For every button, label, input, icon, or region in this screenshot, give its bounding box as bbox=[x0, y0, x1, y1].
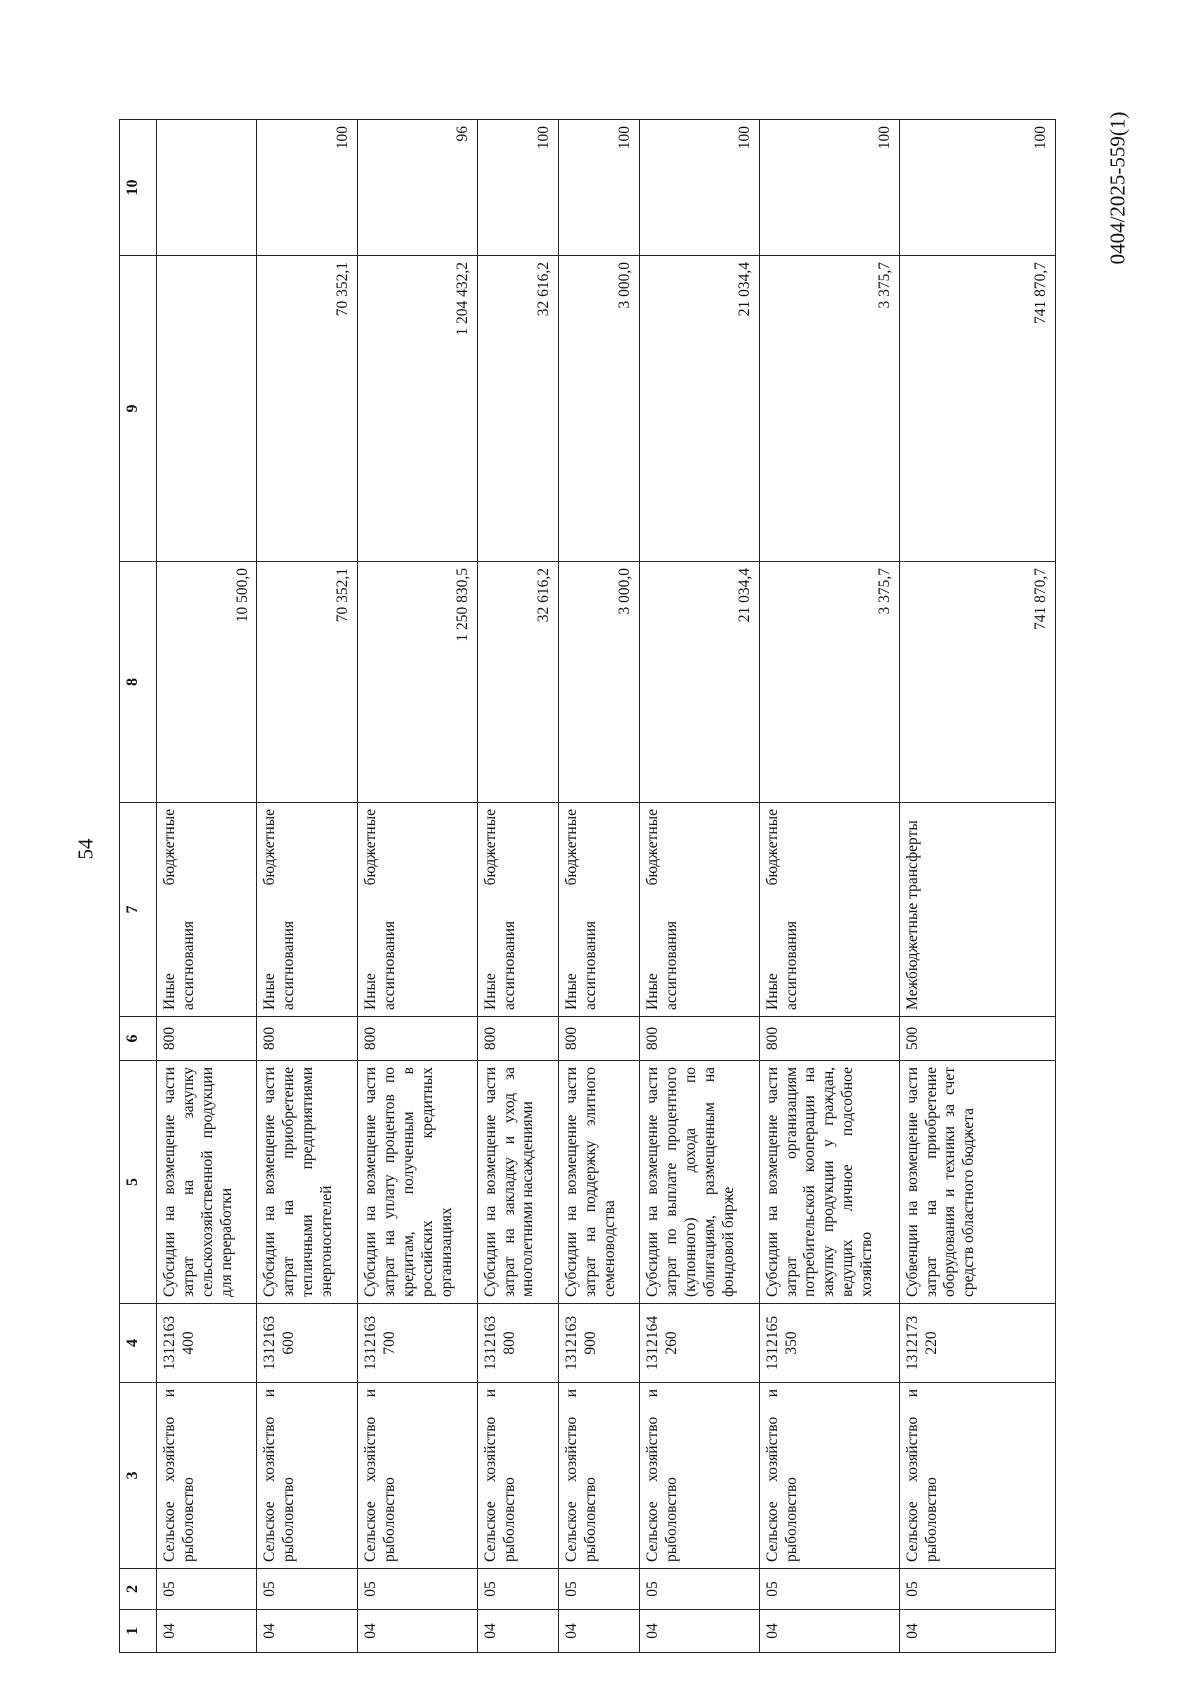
cell-section-name: Сельское хозяйство и рыболовство bbox=[257, 1383, 357, 1569]
col-header-3: 3 bbox=[120, 1383, 157, 1569]
table-row bbox=[477, 120, 558, 1653]
cell-execution-percent: 100 bbox=[759, 120, 899, 256]
cell-execution-percent: 100 bbox=[477, 120, 558, 256]
col-header-1: 1 bbox=[120, 1610, 157, 1653]
cell-executed-amount: 3 375,7 bbox=[759, 256, 899, 562]
col-header-7: 7 bbox=[120, 803, 157, 1017]
cell-expense-type-code: 500 bbox=[899, 1017, 1055, 1061]
cell-section-code: 04 bbox=[759, 1610, 899, 1653]
cell-section-code: 04 bbox=[639, 1610, 759, 1653]
cell-expense-type-name: Межбюджетные трансферты bbox=[899, 803, 1055, 1017]
col-header-9: 9 bbox=[120, 256, 157, 562]
cell-expense-type-code: 800 bbox=[157, 1017, 257, 1061]
cell-expense-type-code: 800 bbox=[357, 1017, 477, 1061]
cell-section-name: Сельское хозяйство и рыболовство bbox=[558, 1383, 639, 1569]
cell-planned-amount: 32 616,2 bbox=[477, 562, 558, 803]
header-row bbox=[120, 120, 157, 1653]
cell-expense-type-code: 800 bbox=[639, 1017, 759, 1061]
cell-expense-type-code: 800 bbox=[558, 1017, 639, 1061]
cell-execution-percent: 96 bbox=[357, 120, 477, 256]
table-row bbox=[899, 120, 1055, 1653]
cell-target-article: 1312163 700 bbox=[357, 1304, 477, 1383]
cell-section-code: 04 bbox=[558, 1610, 639, 1653]
cell-section-name: Сельское хозяйство и рыболовство bbox=[477, 1383, 558, 1569]
cell-expense-type-name: Иные бюджетные ассигнования bbox=[157, 803, 257, 1017]
cell-expense-description: Субсидии на возмещение части затрат по выплате процентного (купонного) дохода по облигациям, размещенным на фондовой бирже bbox=[639, 1061, 759, 1304]
table-row bbox=[639, 120, 759, 1653]
cell-execution-percent: 100 bbox=[899, 120, 1055, 256]
cell-subsection-code: 05 bbox=[257, 1569, 357, 1610]
cell-executed-amount: 3 000,0 bbox=[558, 256, 639, 562]
cell-subsection-code: 05 bbox=[357, 1569, 477, 1610]
cell-expense-type-name: Иные бюджетные ассигнования bbox=[759, 803, 899, 1017]
cell-execution-percent: 100 bbox=[257, 120, 357, 256]
cell-planned-amount: 21 034,4 bbox=[639, 562, 759, 803]
col-header-6: 6 bbox=[120, 1017, 157, 1061]
cell-execution-percent: 100 bbox=[558, 120, 639, 256]
cell-section-code: 04 bbox=[357, 1610, 477, 1653]
cell-executed-amount: 1 204 432,2 bbox=[357, 256, 477, 562]
cell-section-name: Сельское хозяйство и рыболовство bbox=[899, 1383, 1055, 1569]
cell-target-article: 1312165 350 bbox=[759, 1304, 899, 1383]
cell-subsection-code: 05 bbox=[899, 1569, 1055, 1610]
cell-executed-amount: 741 870,7 bbox=[899, 256, 1055, 562]
cell-target-article: 1312163 800 bbox=[477, 1304, 558, 1383]
cell-planned-amount: 70 352,1 bbox=[257, 562, 357, 803]
cell-section-name: Сельское хозяйство и рыболовство bbox=[759, 1383, 899, 1569]
table-row bbox=[558, 120, 639, 1653]
cell-planned-amount: 3 375,7 bbox=[759, 562, 899, 803]
cell-expense-type-code: 800 bbox=[477, 1017, 558, 1061]
document-code: 0404/2025-559(1) bbox=[1105, 111, 1130, 265]
cell-section-name: Сельское хозяйство и рыболовство bbox=[357, 1383, 477, 1569]
budget-table bbox=[119, 119, 1056, 1653]
cell-expense-type-code: 800 bbox=[759, 1017, 899, 1061]
cell-expense-type-name: Иные бюджетные ассигнования bbox=[477, 803, 558, 1017]
cell-execution-percent: 100 bbox=[639, 120, 759, 256]
cell-subsection-code: 05 bbox=[759, 1569, 899, 1610]
cell-section-name: Сельское хозяйство и рыболовство bbox=[639, 1383, 759, 1569]
cell-subsection-code: 05 bbox=[558, 1569, 639, 1610]
cell-subsection-code: 05 bbox=[477, 1569, 558, 1610]
cell-expense-type-code: 800 bbox=[257, 1017, 357, 1061]
col-header-10: 10 bbox=[120, 120, 157, 256]
cell-subsection-code: 05 bbox=[157, 1569, 257, 1610]
cell-target-article: 1312164 260 bbox=[639, 1304, 759, 1383]
cell-executed-amount: 32 616,2 bbox=[477, 256, 558, 562]
cell-expense-description: Субсидии на возмещение части затрат на поддержку элитного семеноводства bbox=[558, 1061, 639, 1304]
table-row bbox=[759, 120, 899, 1653]
cell-expense-description: Субсидии на возмещение части затрат на уплату процентов по кредитам, полученным в российских кредитных организациях bbox=[357, 1061, 477, 1304]
cell-planned-amount: 1 250 830,5 bbox=[357, 562, 477, 803]
cell-section-code: 04 bbox=[157, 1610, 257, 1653]
cell-planned-amount: 741 870,7 bbox=[899, 562, 1055, 803]
cell-subsection-code: 05 bbox=[639, 1569, 759, 1610]
cell-section-code: 04 bbox=[899, 1610, 1055, 1653]
cell-expense-type-name: Иные бюджетные ассигнования bbox=[639, 803, 759, 1017]
cell-expense-description: Субсидии на возмещение части затрат на закупку сельскохозяйственной продукции для переработки bbox=[157, 1061, 257, 1304]
cell-target-article: 1312163 400 bbox=[157, 1304, 257, 1383]
col-header-5: 5 bbox=[120, 1061, 157, 1304]
cell-executed-amount: 21 034,4 bbox=[639, 256, 759, 562]
cell-section-code: 04 bbox=[477, 1610, 558, 1653]
cell-expense-description: Субвенции на возмещение части затрат на приобретение оборудования и техники за счет средств областного бюджета bbox=[899, 1061, 1055, 1304]
budget-table-rotated bbox=[119, 120, 1056, 1653]
cell-expense-description: Субсидии на возмещение части затрат на приобретение тепличными предприятиями энергоносителей bbox=[257, 1061, 357, 1304]
col-header-8: 8 bbox=[120, 562, 157, 803]
cell-expense-type-name: Иные бюджетные ассигнования bbox=[558, 803, 639, 1017]
cell-expense-type-name: Иные бюджетные ассигнования bbox=[357, 803, 477, 1017]
cell-expense-type-name: Иные бюджетные ассигнования bbox=[257, 803, 357, 1017]
cell-target-article: 1312163 900 bbox=[558, 1304, 639, 1383]
cell-expense-description: Субсидии на возмещение части затрат на закладку и уход за многолетними насаждениями bbox=[477, 1061, 558, 1304]
table-row bbox=[357, 120, 477, 1653]
cell-expense-description: Субсидии на возмещение части затрат организациям потребительской кооперации на закупку продукции у граждан, ведущих личное подсобное хозяйство bbox=[759, 1061, 899, 1304]
col-header-4: 4 bbox=[120, 1304, 157, 1383]
cell-target-article: 1312163 600 bbox=[257, 1304, 357, 1383]
cell-planned-amount: 10 500,0 bbox=[157, 562, 257, 803]
col-header-2: 2 bbox=[120, 1569, 157, 1610]
cell-planned-amount: 3 000,0 bbox=[558, 562, 639, 803]
page-number: 54 bbox=[73, 838, 98, 860]
table-row bbox=[157, 120, 257, 1653]
cell-executed-amount: 70 352,1 bbox=[257, 256, 357, 562]
cell-execution-percent bbox=[157, 120, 257, 256]
table-row bbox=[257, 120, 357, 1653]
cell-executed-amount bbox=[157, 256, 257, 562]
cell-target-article: 1312173 220 bbox=[899, 1304, 1055, 1383]
cell-section-name: Сельское хозяйство и рыболовство bbox=[157, 1383, 257, 1569]
cell-section-code: 04 bbox=[257, 1610, 357, 1653]
